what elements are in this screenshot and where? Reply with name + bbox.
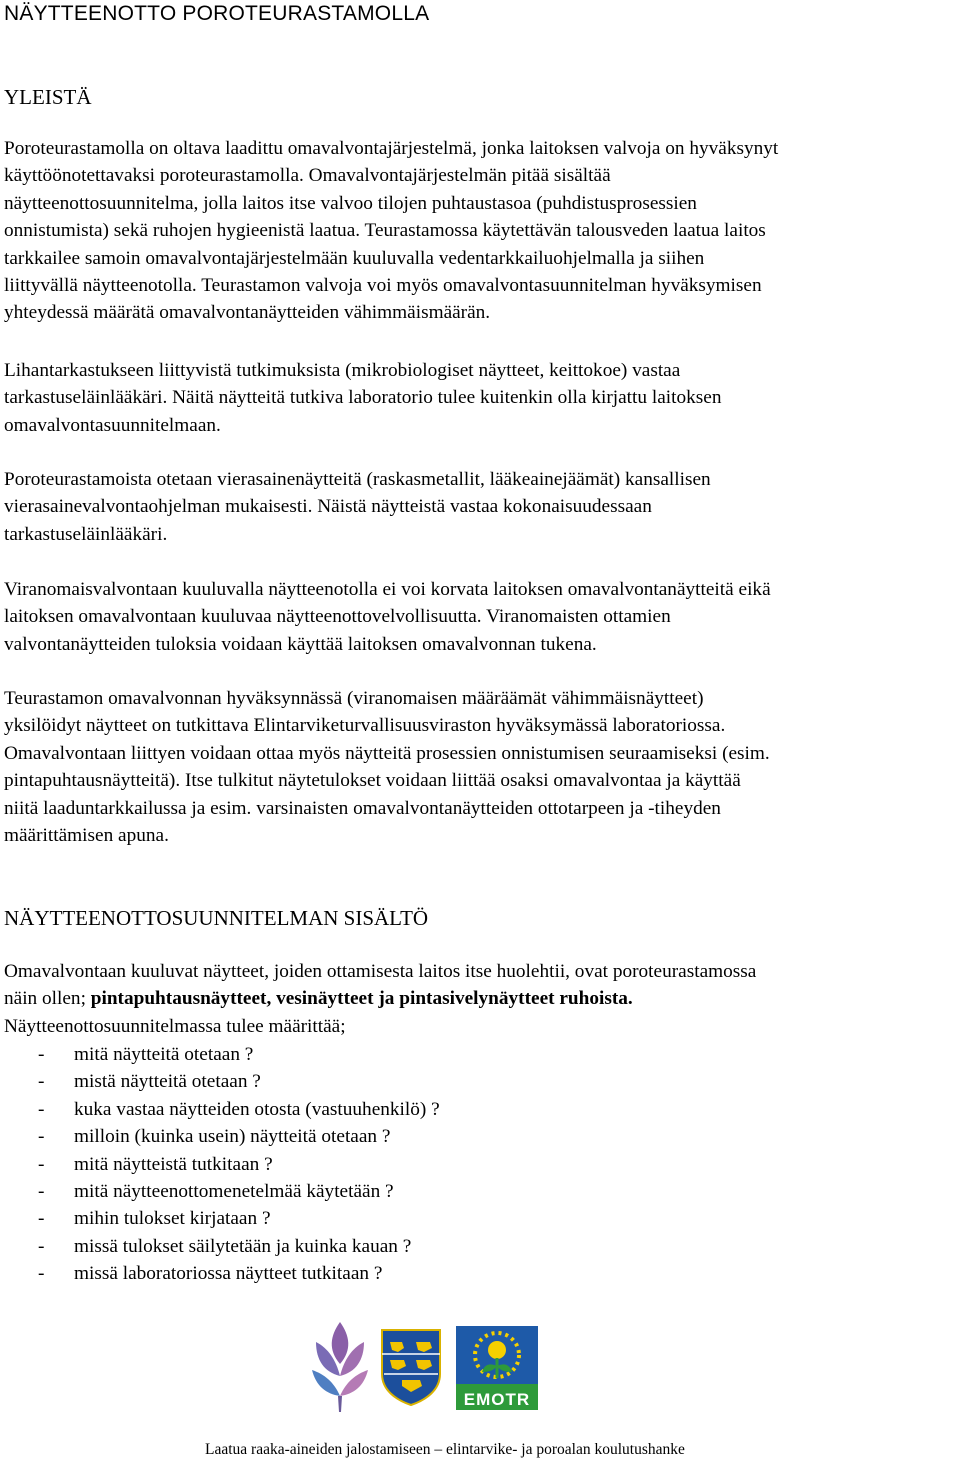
list-marker: - — [38, 1153, 45, 1175]
paragraph-6 — [4, 958, 958, 1040]
list-item-text: missä laboratoriossa näytteet tutkitaan ? — [74, 1263, 383, 1285]
text-line: vierasainevalvontaohjelman mukaisesti. Näistä näytteistä vastaa kokonaisuudessaan — [4, 496, 652, 518]
list-item — [4, 1178, 440, 1205]
list-item — [4, 1233, 440, 1260]
paragraph-1 — [4, 135, 958, 327]
list-item-text: mihin tulokset kirjataan ? — [74, 1208, 271, 1230]
paragraph-5 — [4, 685, 958, 849]
list-item-text: mistä näytteitä otetaan ? — [74, 1071, 261, 1093]
list-item-text: mitä näytteitä otetaan ? — [74, 1044, 254, 1065]
section-heading-yleista: YLEISTÄ — [4, 85, 92, 109]
text-line: pintapuhtausnäytteitä). Itse tulkitut näytetulokset voidaan liittää osaksi omavalvontaa ja käyttää — [4, 770, 741, 792]
emotr-text: EMOTR — [463, 1390, 531, 1409]
text-line: niitä laaduntarkkailussa ja esim. varsinaisten omavalvontanäytteiden ottotarpeen ja -tiheyden — [4, 797, 721, 819]
text-line: tarkkailee samoin omavalvontajärjestelmään kuuluvalla vedentarkkailuohjelmalla ja siihen — [4, 247, 705, 269]
list-marker: - — [38, 1235, 45, 1257]
text-line: Omavalvontaan liittyen voidaan ottaa myös näytteitä prosessien onnistumisen seuraamiseksi (esim. — [4, 742, 770, 764]
logo-row — [0, 1320, 960, 1415]
list-item — [4, 1041, 440, 1068]
text-line: Poroteurastamoista otetaan vierasainenäytteitä (raskasmetallit, lääkeainejäämät) kansallisen — [4, 469, 711, 490]
text-line: näytteenottosuunnitelma, jolla laitos itse valvoo tilojen puhtaustasoa (puhdistusprosessien — [4, 192, 697, 214]
list-marker: - — [38, 1071, 45, 1093]
text-bold: pintapuhtausnäytteet, vesinäytteet ja pintasivelynäytteet ruhoista. — [90, 988, 633, 1010]
text-line: laitoksen omavalvontaan kuuluvaa näytteenottovelvollisuutta. Viranomaisten ottamien — [4, 606, 671, 628]
question-list — [4, 1041, 440, 1288]
text-line: liittyvällä näytteenotolla. Teurastamon valvoja voi myös omavalvontasuunnitelman hyväksymisen — [4, 275, 762, 297]
list-item-text: mitä näytteenottomenetelmää käytetään ? — [74, 1180, 394, 1202]
text-line — [4, 985, 958, 1012]
list-item — [4, 1205, 440, 1232]
text-line: tarkastuseläinlääkäri. — [4, 523, 168, 545]
text-line: omavalvontasuunnitelmaan. — [4, 414, 221, 436]
list-item — [4, 1096, 440, 1123]
text-line: valvontanäytteiden tuloksia voidaan käyttää laitoksen omavalvonnan tukena. — [4, 633, 597, 655]
paragraph-4 — [4, 576, 958, 658]
document-title: NÄYTTEENOTTO POROTEURASTAMOLLA — [4, 2, 430, 25]
text-line: onnistumista) sekä ruhojen hygieenistä laatua. Teurastamossa käytettävän talousveden laatua laitos — [4, 220, 766, 242]
list-marker: - — [38, 1098, 45, 1120]
text-line: tarkastuseläinlääkäri. Näitä näytteitä tutkiva laboratorio tulee kuitenkin olla kirjattu laitoksen — [4, 387, 722, 409]
text-line: Omavalvontaan kuuluvat näytteet, joiden ottamisesta laitos itse huolehtii, ovat poroteurastamossa — [4, 961, 757, 982]
text-line: määrittämisen apuna. — [4, 825, 169, 847]
leaf-logo — [310, 1320, 370, 1412]
list-item-text: milloin (kuinka usein) näytteitä otetaan ? — [74, 1126, 391, 1148]
list-marker: - — [38, 1263, 45, 1285]
list-item-text: kuka vastaa näytteiden otosta (vastuuhenkilö) ? — [74, 1098, 440, 1120]
section-heading-sisalto: NÄYTTEENOTTOSUUNNITELMAN SISÄLTÖ — [4, 906, 429, 930]
list-marker: - — [38, 1126, 45, 1148]
crest-logo — [380, 1328, 442, 1406]
text-line: Lihantarkastukseen liittyvistä tutkimuksista (mikrobiologiset näytteet, keittokoe) vastaa — [4, 360, 681, 381]
text-line: Poroteurastamolla on oltava laadittu omavalvontajärjestelmä, jonka laitoksen valvoja on hyväksynyt — [4, 138, 779, 159]
text-line: yksilöidyt näytteet on tutkittava Elintarviketurvallisuusviraston hyväksymässä laboratoriossa. — [4, 715, 726, 737]
text-line: yhteydessä määrätä omavalvontanäytteiden vähimmäismäärän. — [4, 302, 491, 324]
paragraph-3 — [4, 466, 958, 548]
text-line: Näytteenottosuunnitelmassa tulee määrittää; — [4, 1015, 346, 1037]
text-line: Viranomaisvalvontaan kuuluvalla näytteenotolla ei voi korvata laitoksen omavalvontanäytteitä eikä — [4, 579, 771, 600]
list-item — [4, 1260, 440, 1287]
text-line: käyttöönotettavaksi poroteurastamolla. Omavalvontajärjestelmän pitää sisältää — [4, 165, 611, 187]
list-item-text: missä tulokset säilytetään ja kuinka kauan ? — [74, 1235, 412, 1257]
list-marker: - — [38, 1044, 45, 1065]
list-marker: - — [38, 1208, 45, 1230]
footer-text: Laatua raaka-aineiden jalostamiseen – elintarvike- ja poroalan koulutushanke — [205, 1441, 685, 1458]
list-item — [4, 1068, 440, 1095]
list-item-text: mitä näytteistä tutkitaan ? — [74, 1153, 273, 1175]
text-line: Teurastamon omavalvonnan hyväksynnässä (viranomaisen määräämät vähimmäisnäytteet) — [4, 688, 704, 709]
list-item — [4, 1151, 440, 1178]
list-item — [4, 1123, 440, 1150]
text-plain: näin ollen; — [4, 988, 91, 1010]
paragraph-2 — [4, 357, 958, 439]
list-marker: - — [38, 1180, 45, 1202]
